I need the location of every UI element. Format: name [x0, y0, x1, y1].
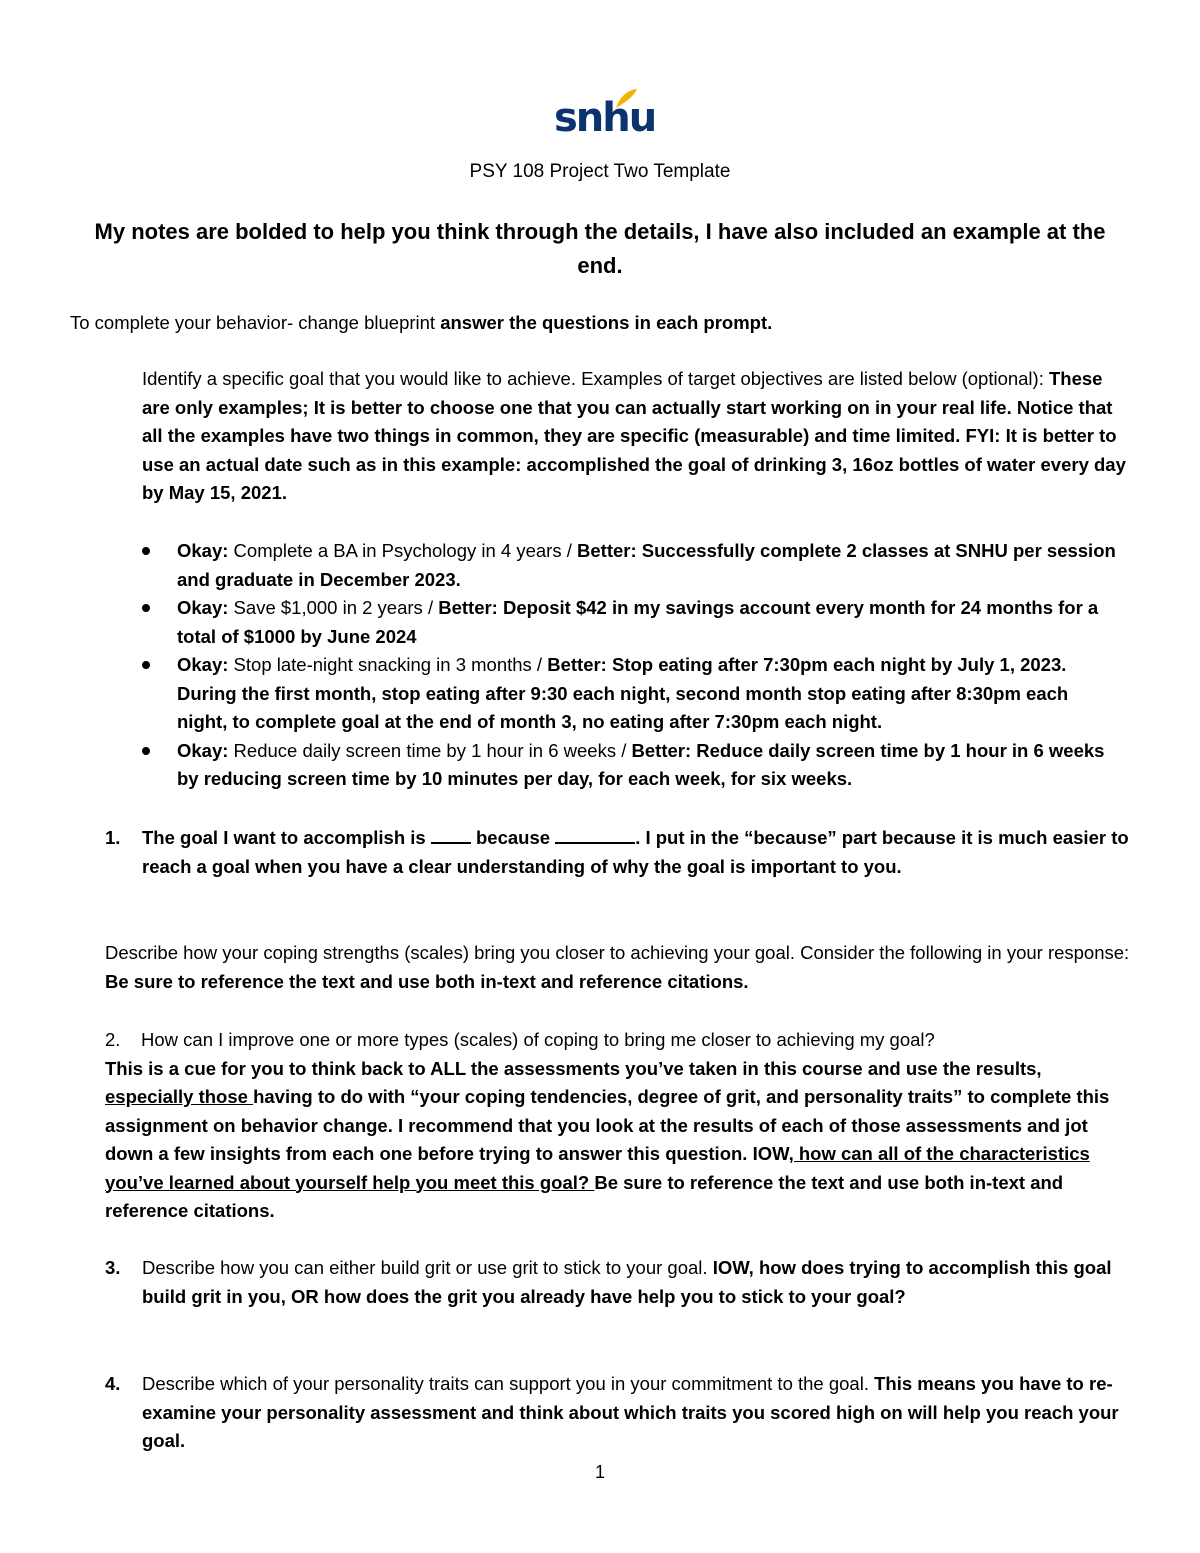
- note-underlined-2: , how can all of the characteristics you’ve learned about yourself help you meet this goal?: [105, 1143, 1090, 1193]
- okay-text: Reduce daily screen time by 1 hour in 6 weeks /: [228, 739, 632, 761]
- question-3-normal: Describe how you can either build grit or use grit to stick to your goal.: [142, 1257, 713, 1278]
- coping-paragraph: [105, 939, 1135, 996]
- question-1-number: 1.: [105, 827, 121, 848]
- question-4-bold: This means you have to re-examine your personality assessment and think about which traits you scored high on will help you reach your goal.: [142, 1373, 1119, 1451]
- okay-text: Save $1,000 in 2 years /: [228, 597, 439, 618]
- question-2-note: [105, 1055, 1135, 1226]
- okay-text: Stop late-night snacking in 3 months /: [228, 654, 548, 675]
- question-1-part1: The goal I want to accomplish is: [142, 827, 431, 848]
- question-4: [142, 1370, 1132, 1456]
- better-text: Better: Reduce daily screen time by 1 hour in 6 weeks by reducing screen time by 10 minutes per day, for each week, for six weeks.: [177, 739, 1105, 789]
- question-3: [142, 1254, 1132, 1311]
- bullet-icon: [142, 604, 150, 612]
- list-item: [0, 651, 1122, 737]
- list-item: [0, 737, 1122, 794]
- question-2-line: [105, 1026, 1135, 1055]
- question-1-part2: because: [470, 827, 556, 848]
- list-item: [0, 537, 1122, 594]
- better-text: Better: Deposit $42 in my savings account every month for 24 months for a total of $1000 by June 2024: [177, 597, 1099, 647]
- note-part-a: This is a cue for you to think back to ALL the assessments you’ve taken in this course and use the results,: [105, 1057, 1042, 1079]
- page-number: 1: [594, 1462, 605, 1482]
- better-text: Better: Stop eating after 7:30pm each night by July 1, 2023. During the first month, stop eating after 9:30 each night, second month stop eating after 8:30pm each night, to complete goal at the end of month 3, no eating after 7:30pm each night.: [177, 654, 1069, 732]
- list-item: [0, 594, 1122, 651]
- goal-bold: These are only examples; It is better to choose one that you can actually start working on in your real life. Notice that all the examples have two things in common, they are specific (measurable) and time limited. FYI: It is better to use an actual date such as in this example: accomplished the goal of drinking 3, 16oz bottles of water every day by May 15, 2021.: [142, 368, 1126, 503]
- goal-paragraph: [142, 365, 1132, 508]
- bullet-icon: [142, 547, 150, 555]
- question-4-normal: Describe which of your personality traits can support you in your commitment to the goal.: [142, 1373, 875, 1394]
- intro-paragraph: [70, 309, 1130, 337]
- question-1: [142, 824, 1132, 881]
- bullet-icon: [142, 747, 150, 755]
- okay-label: Okay:: [177, 597, 229, 618]
- note-part-b: having to do with “your coping tendencies, degree of grit, and personality traits” to complete this assignment on behavior change. I recommend that you look at the results of each of those assessments and jot down a few insights from each one before trying to answer this question. IOW: [105, 1086, 1110, 1164]
- note-part-c: Be sure to reference the text and use both in-text and reference citations.: [105, 1171, 1064, 1221]
- example-list: [0, 537, 1116, 794]
- okay-label: Okay:: [177, 739, 229, 761]
- intro-normal: To complete your behavior- change blueprint: [70, 312, 441, 333]
- notes-heading-text: My notes are bolded to help you think through the details, I have also included an example at the end.: [94, 219, 1106, 278]
- coping-normal: Describe how your coping strengths (scales) bring you closer to achieving your goal. Consider the following in your response:: [105, 942, 1130, 963]
- question-2: [105, 1026, 1135, 1226]
- better-text: Better: Successfully complete 2 classes at SNHU per session and graduate in December 2023.: [177, 540, 1116, 590]
- leaf-icon: [614, 88, 638, 110]
- question-3-bold: IOW, how does trying to accomplish this goal build grit in you, OR how does the grit you already have help you to stick to your goal?: [142, 1257, 1112, 1307]
- page-title: PSY 108 Project Two Template: [469, 161, 731, 182]
- question-1-part3: . I put in the “because” part because it is much easier to reach a goal when you have a clear understanding of why the goal is important to you.: [142, 827, 1129, 877]
- intro-bold: answer the questions in each prompt.: [440, 312, 773, 333]
- goal-normal: Identify a specific goal that you would like to achieve. Examples of target objectives are listed below (optional):: [142, 368, 1049, 389]
- because-blank: [555, 828, 635, 844]
- okay-text: Complete a BA in Psychology in 4 years /: [228, 540, 578, 561]
- coping-bold: Be sure to reference the text and use both in-text and reference citations.: [105, 970, 749, 992]
- logo-text: snhu: [554, 95, 656, 141]
- question-2-text: How can I improve one or more types (scales) of coping to bring me closer to achieving my goal?: [141, 1029, 935, 1050]
- okay-label: Okay:: [177, 654, 229, 675]
- okay-label: Okay:: [177, 540, 229, 561]
- snhu-logo: [554, 88, 656, 148]
- bullet-icon: [142, 661, 150, 669]
- question-2-number: 2.: [105, 1029, 121, 1050]
- question-4-number: 4.: [105, 1373, 121, 1394]
- question-3-number: 3.: [105, 1257, 121, 1278]
- goal-blank: [431, 828, 471, 844]
- notes-heading: [0, 215, 1200, 283]
- note-underlined: especially those: [105, 1086, 254, 1107]
